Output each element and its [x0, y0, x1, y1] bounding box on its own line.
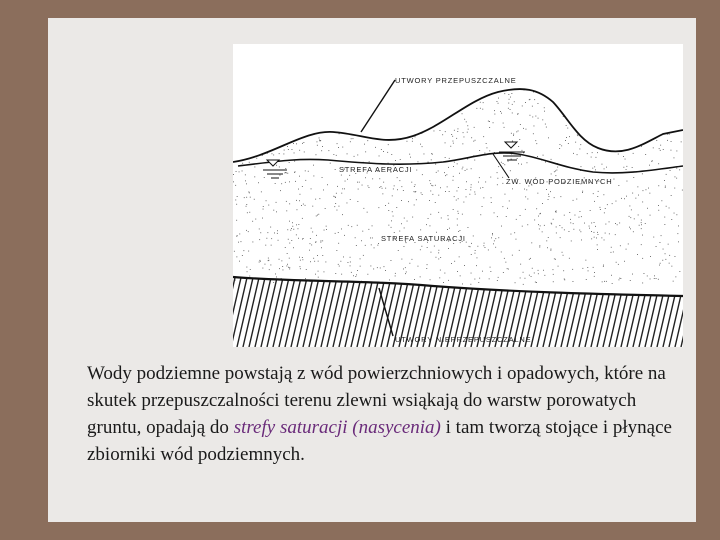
label-saturation: STREFA SATURACJI: [381, 234, 466, 243]
leader-line-groundwater: [493, 154, 509, 178]
description-paragraph: [87, 360, 687, 468]
groundwater-zones-diagram: [233, 44, 683, 347]
ground-surface-line: [233, 89, 683, 162]
label-aeration: STREFA AERACJI: [339, 165, 413, 174]
description-part-1: Wody podziemne powstają z wód powierzchniowych i opadowych, które na skutek przepuszczalności terenu zlewni wsiąkają do warstw porowatych gruntu, opadają do: [87, 363, 666, 438]
description-part-2: i tam tworzą stojące i płynące zbiorniki wód podziemnych.: [87, 417, 672, 465]
impermeable-boundary-line: [233, 277, 683, 296]
label-groundwater: ZW. WÓD PODZIEMNYCH: [506, 177, 613, 186]
label-impermeable: UTWORY NIEPRZEPUSZCZALNE: [395, 335, 532, 344]
leader-line-permeable: [361, 80, 395, 132]
permeable-ground-texture: [233, 84, 683, 285]
water-table-line: [238, 153, 683, 173]
label-permeable: UTWORY PRZEPUSZCZALNE: [395, 76, 517, 85]
leader-line-impermeable: [379, 288, 393, 336]
water-level-marker-right: [499, 142, 525, 160]
diagram-svg: [233, 44, 683, 347]
description-emphasis: strefy saturacji (nasycenia): [233, 417, 441, 438]
